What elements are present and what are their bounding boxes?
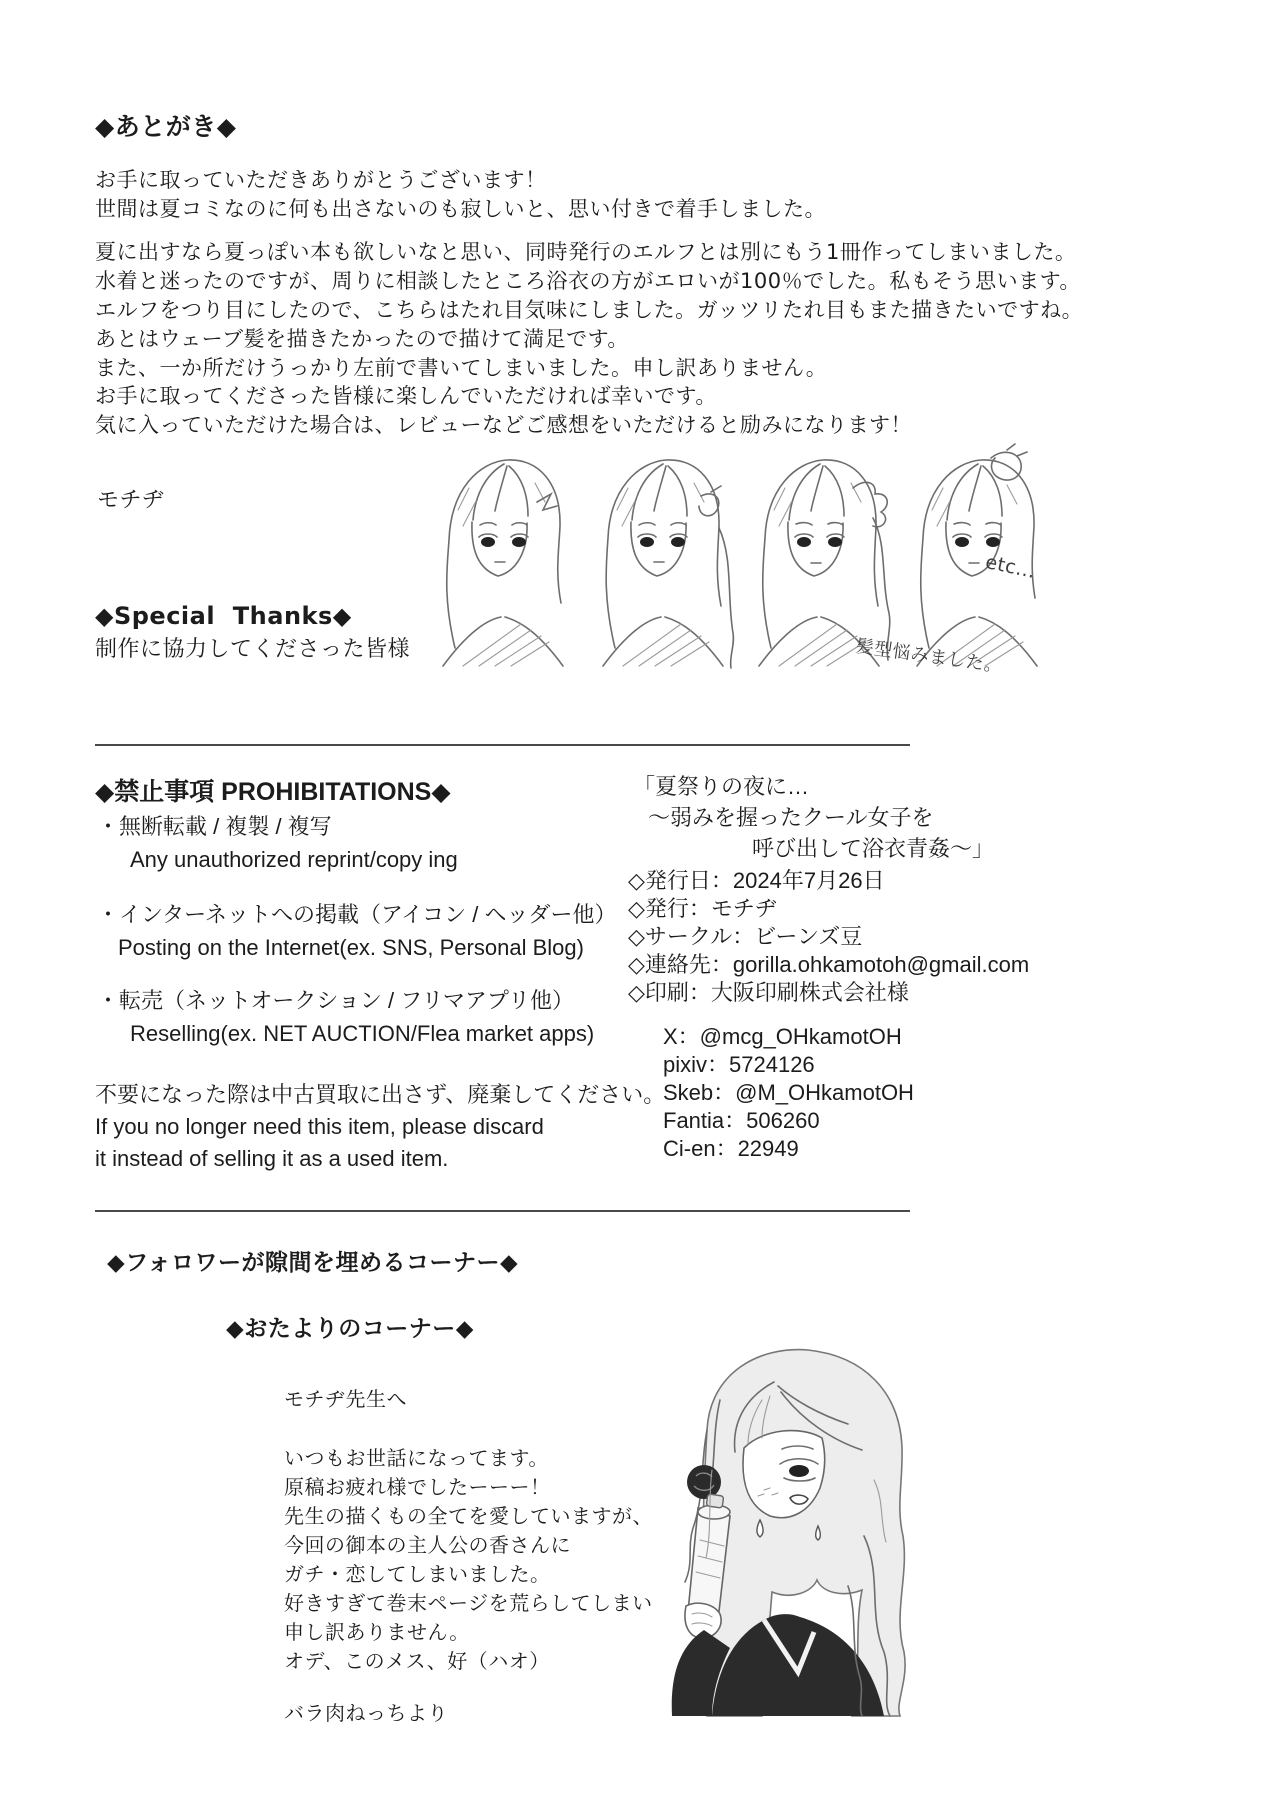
book-title-line-2: ～弱みを握ったクール女子を [648,805,934,830]
afterword-paragraph-3: お手に取ってくださった皆様に楽しんでいただければ幸いです。 気に入っていただけた場合は、レビューなどご感想をいただけると励みになります！ [95,384,912,437]
discard-notice-en-line1: If you no longer need this item, please discard [95,1114,544,1139]
prohibition-item-2-en: Posting on the Internet(ex. SNS, Personal Blog) [118,935,584,960]
letter-salutation: モチヂ先生へ [284,1387,407,1411]
colophon-printer: ◇印刷：大阪印刷株式会社様 [628,980,909,1005]
prohibition-item-3-jp: ・転売（ネットオークション / フリマアプリ他） [97,988,575,1013]
yukata-woman-illustration [612,1330,922,1716]
link-cien-id: Ci-en：22949 [663,1136,799,1161]
colophon-contact-email: ◇連絡先：gorilla.ohkamotoh@gmail.com [628,952,1030,977]
hairstyle-sketches-illustration [425,448,1050,673]
letter-closing: バラ肉ねっちより [284,1701,448,1725]
link-fantia-id: Fantia：506260 [663,1108,820,1133]
sketch-note-etc: etc... [983,550,1038,584]
colophon-circle: ◇サークル：ビーンズ豆 [628,924,863,949]
link-skeb-handle: Skeb：@M_OHkamotOH [663,1080,914,1105]
divider-bottom [95,1210,910,1212]
author-signature: モチヂ [97,488,165,513]
discard-notice-jp: 不要になった際は中古買取に出さず、廃棄してください。 [95,1082,666,1107]
prohibition-item-2-jp: ・インターネットへの掲載（アイコン / ヘッダー他） [97,902,617,927]
sketch-note-hairstyle: 髪型悩みました。 [854,635,1004,678]
fan-corner-heading: ◆フォロワーが隙間を埋めるコーナー◆ [107,1250,519,1276]
book-title-line-1: 「夏祭りの夜に… [633,774,810,799]
prohibition-item-1-jp: ・無断転載 / 複製 / 複写 [97,814,332,839]
link-x-handle: X：@mcg_OHkamotOH [663,1024,902,1049]
special-thanks-body: 制作に協力してくださった皆様 [95,637,411,662]
prohibition-item-3-en: Reselling(ex. NET AUCTION/Flea market apps) [130,1021,595,1046]
prohibition-item-1-en: Any unauthorized reprint/copy ing [130,847,458,872]
colophon-publisher: ◇発行：モチヂ [628,896,777,921]
special-thanks-heading: ◆Special Thanks◆ [95,602,352,630]
letters-corner-heading: ◆おたよりのコーナー◆ [226,1316,474,1342]
discard-notice-en-line2: it instead of selling it as a used item. [95,1146,449,1171]
prohibitions-heading: ◆禁止事項 PROHIBITATIONS◆ [95,778,451,806]
afterword-paragraph-2: 夏に出すなら夏っぽい本も欲しいなと思い、同時発行のエルフとは別にもう1冊作ってしまいました。 水着と迷ったのですが、周りに相談したところ浴衣の方がエロいが100％でした。私もそう思います。 エルフをつり目にしたので、こちらはたれ目気味にしました。ガッツリたれ目もまた描きたいですね。 あとはウェーブ髪を描きたかったので描けて満足です。 また、一か所だけうっかり左前で書いてしまいました。申し訳ありません。 [95,240,1084,380]
book-title-line-3: 呼び出して浴衣青姦～」 [752,836,995,861]
afterword-paragraph-1: お手に取っていただきありがとうございます！ 世間は夏コミなのに何も出さないのも寂しいと、思い付きで着手しました。 [95,168,826,221]
afterword-heading: ◆あとがき◆ [95,112,237,141]
link-pixiv-id: pixiv：5724126 [663,1052,815,1077]
divider-top [95,744,910,746]
letter-body: いつもお世話になってます。 原稿お疲れ様でしたーーー！ 先生の描くもの全てを愛していますが、 今回の御本の主人公の香さんに ガチ・恋してしまいました。 好きすぎて巻末ページを荒らしてしまい 申し訳ありません。 オデ、このメス、好（ハオ） [284,1446,653,1673]
colophon-publish-date: ◇発行日：2024年7月26日 [628,868,885,893]
